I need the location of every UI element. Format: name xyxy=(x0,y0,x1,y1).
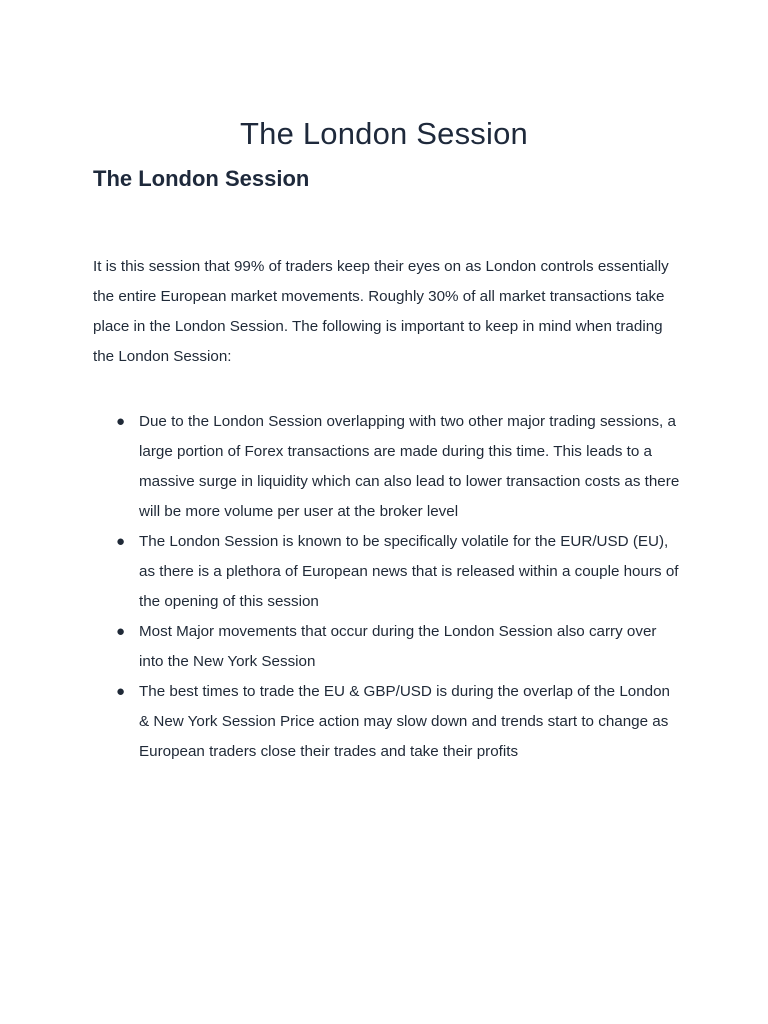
list-item-text: Due to the London Session overlapping with two other major trading sessions, a large portion of Forex transactions are made during this time. This leads to a massive surge in liquidity which can also lead to lower transaction costs as there will be more volume per user at the broker level xyxy=(139,413,680,520)
list-item xyxy=(93,407,683,527)
list-item-text: Most Major movements that occur during the London Session also carry over into the New York Session xyxy=(139,623,657,670)
document-title: The London Session xyxy=(240,116,528,151)
list-item xyxy=(93,527,683,617)
section-heading: The London Session xyxy=(93,166,310,191)
bullet-icon: ● xyxy=(116,623,126,640)
bullet-icon: ● xyxy=(116,533,126,550)
list-item xyxy=(93,617,683,677)
intro-paragraph: It is this session that 99% of traders keep their eyes on as London controls essentially the entire European market movements. Roughly 30% of all market transactions take place in the London Session. The following is important to keep in mind when trading the London Session: xyxy=(93,258,669,365)
bullet-icon: ● xyxy=(116,413,126,430)
bullet-icon: ● xyxy=(116,683,126,700)
bullet-list xyxy=(93,407,683,767)
list-item-text: The best times to trade the EU & GBP/USD is during the overlap of the London & New York Session Price action may slow down and trends start to change as European traders close their trades and take their profits xyxy=(139,683,671,760)
list-item-text: The London Session is known to be specifically volatile for the EUR/USD (EU), as there is a plethora of European news that is released within a couple hours of the opening of this session xyxy=(139,533,679,610)
list-item xyxy=(93,677,683,767)
